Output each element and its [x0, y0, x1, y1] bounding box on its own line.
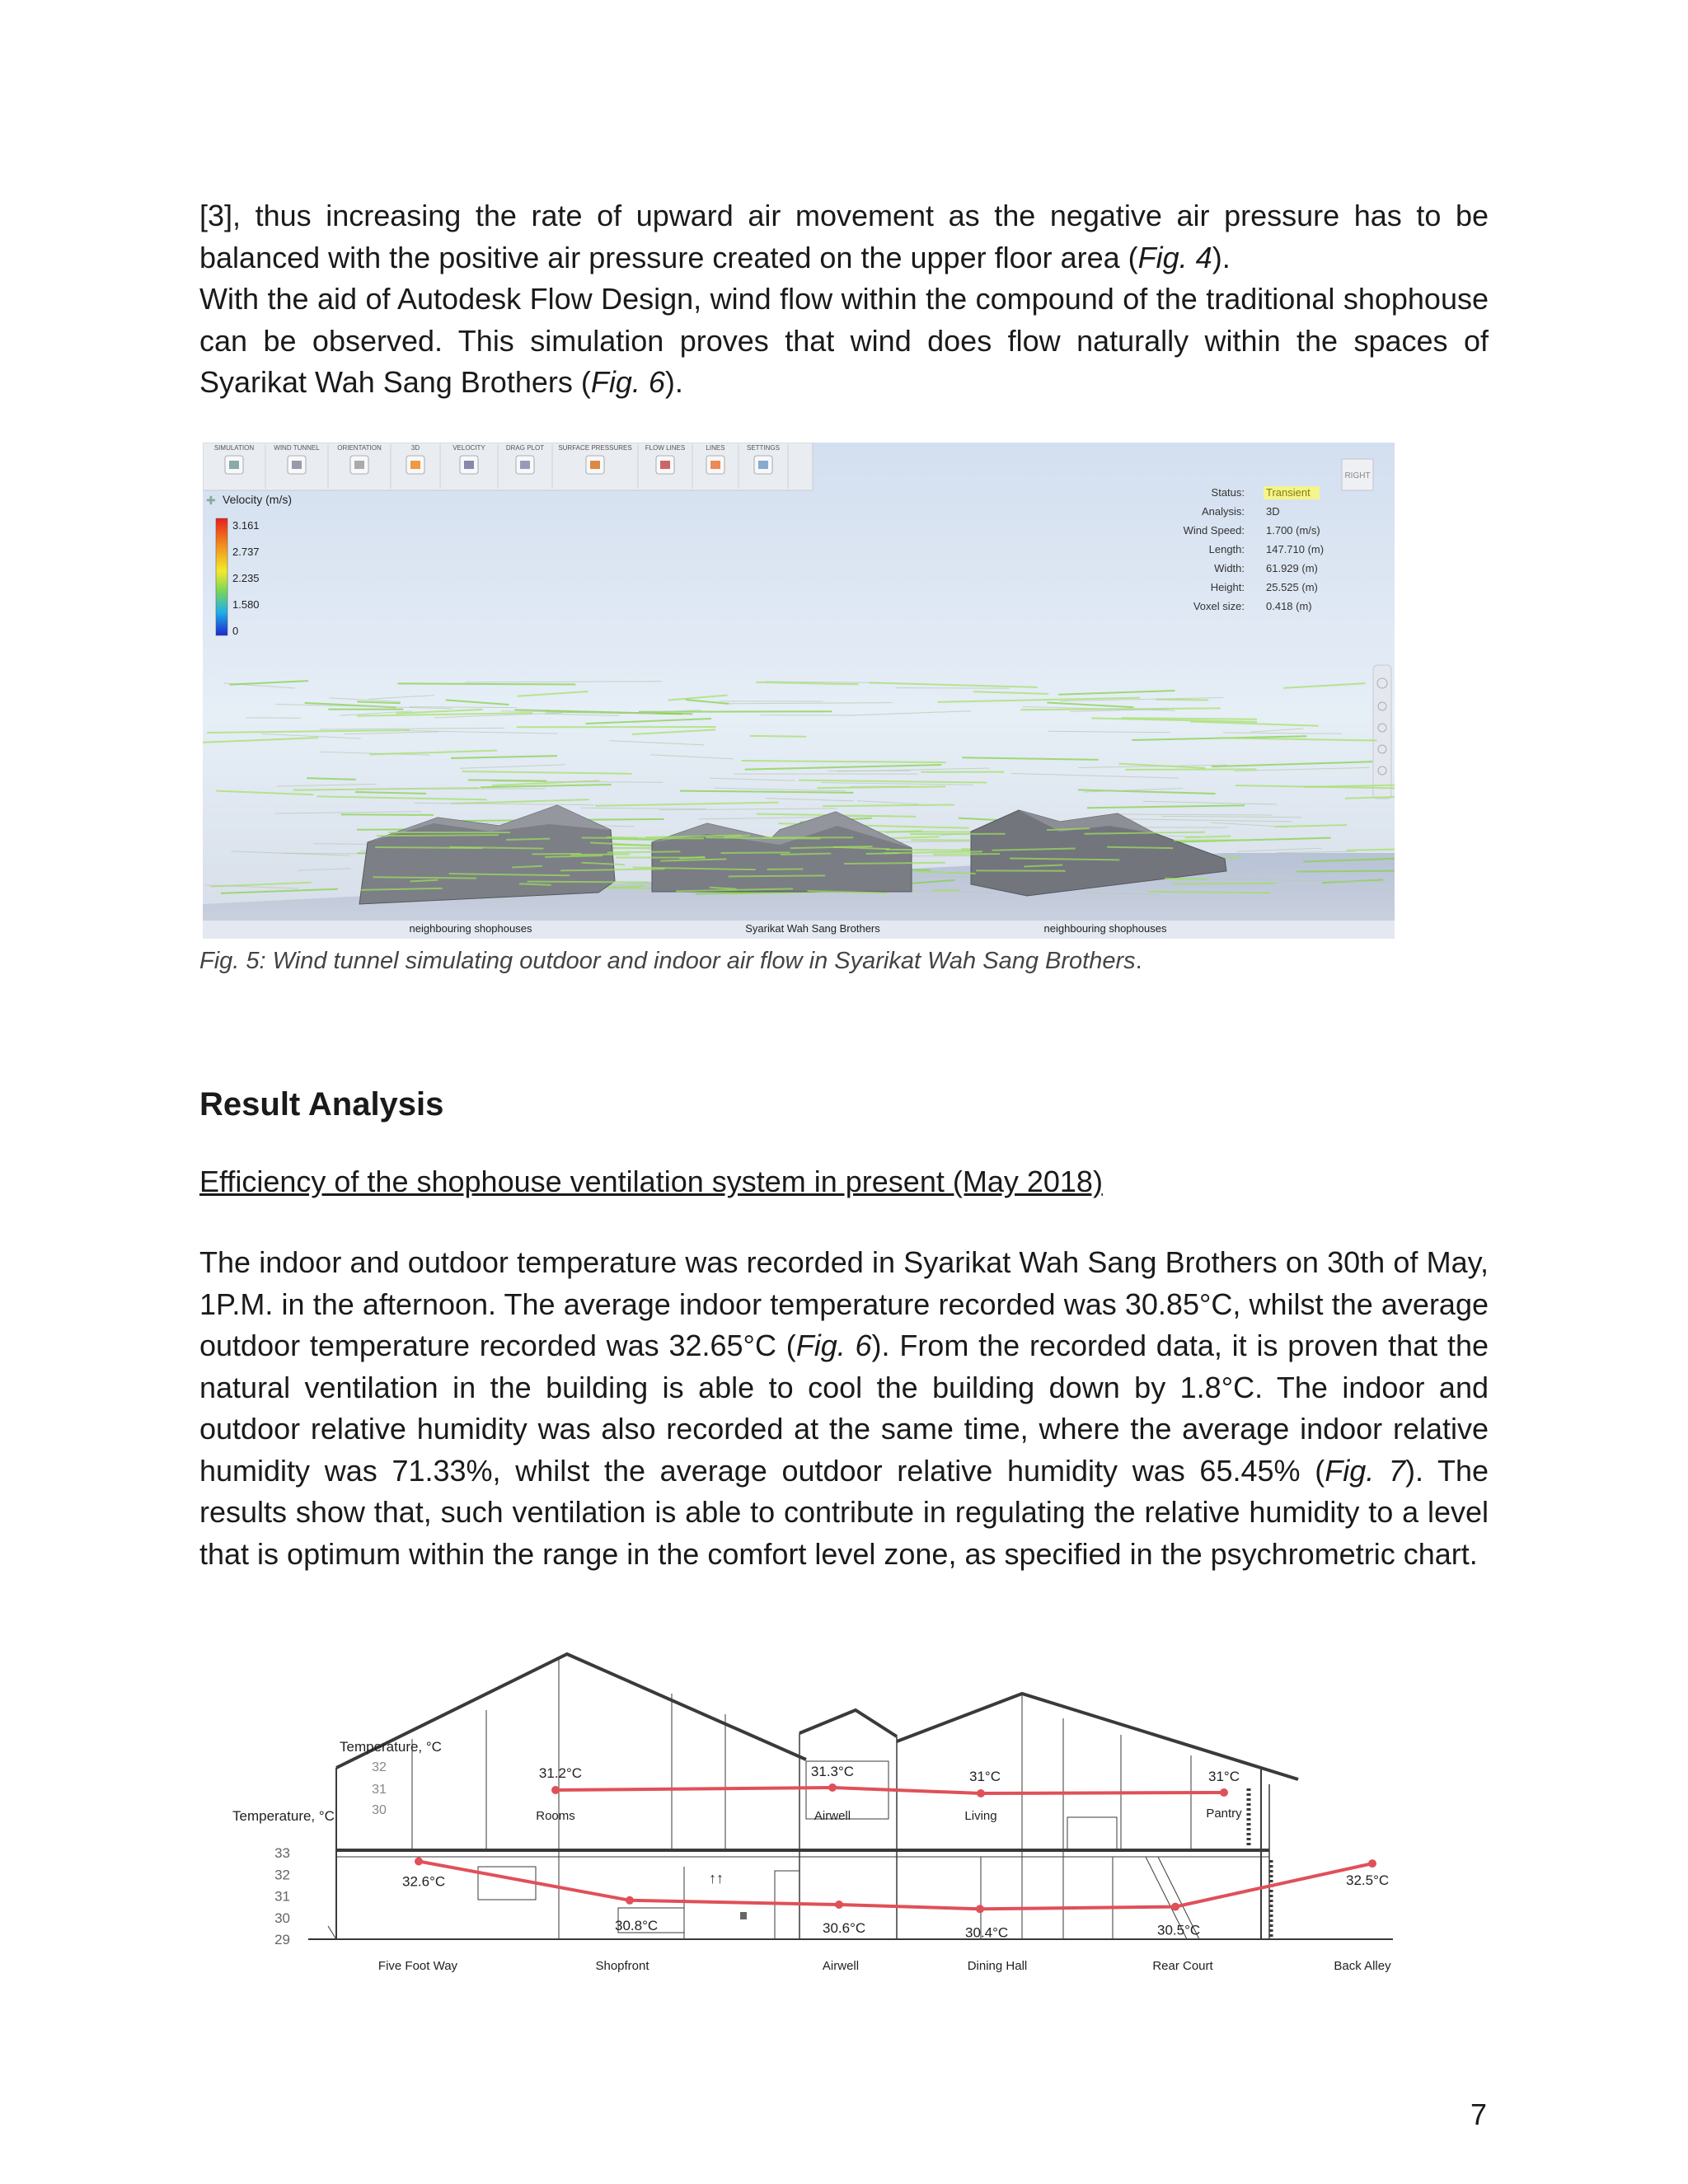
section-title: Result Analysis [199, 1086, 444, 1122]
info-value: 0.418 (m) [1266, 600, 1312, 612]
page-number: 7 [1470, 2097, 1488, 2131]
upper-y-axis-label: Temperature, °C [340, 1739, 442, 1755]
ground-data-point [1171, 1903, 1179, 1911]
info-value: 147.710 (m) [1266, 543, 1325, 555]
p3-text-end: ). The results show that, such ventilation is able to contribute in regulating the relative humidity to a level that is optimum within the range in the comfort level zone, as specified in the psychrometric chart. [199, 1453, 1489, 1571]
x-category-label: Five Foot Way [377, 1959, 458, 1973]
figure-reference: Fig. 4 [1137, 240, 1212, 274]
building-label: Syarikat Wah Sang Brothers [745, 922, 880, 935]
legend-tick: 2.737 [232, 546, 260, 558]
flow-line [1156, 700, 1208, 701]
figure-reference: Fig. 7 [1325, 1453, 1405, 1488]
ground-data-point [626, 1896, 634, 1905]
flow-line [729, 875, 826, 876]
info-value: 1.700 (m/s) [1266, 524, 1320, 537]
flow-line [506, 839, 550, 840]
ground-temperature-line [419, 1862, 1372, 1910]
upper-value-label: 31.2°C [538, 1765, 583, 1781]
ground-y-axis-label: Temperature, °C [232, 1808, 335, 1824]
building-label: neighbouring shophouses [1043, 922, 1167, 935]
x-category-label: Back Alley [1334, 1959, 1391, 1973]
wind-tunnel-figure [203, 443, 1395, 939]
toolbar-label: SIMULATION [213, 444, 255, 452]
upper-data-point [551, 1786, 560, 1794]
p3-text: The indoor and outdoor temperature was recorded in Syarikat Wah Sang Brothers on 30th of May, 1P.M. in the afternoon. The average indoor temperature recorded was 30.85°C, whilst the average outdoor temperature recorded was 32.65°C ( [199, 1245, 1489, 1362]
toolbar-label: LINES [706, 444, 725, 452]
legend-tick: 3.161 [232, 519, 260, 532]
x-category-label: Shopfront [595, 1959, 649, 1973]
ground-value-label: 30.5°C [1157, 1922, 1201, 1938]
stair-arrow-icon: ↑↑ [709, 1870, 724, 1886]
info-value: Transient [1266, 486, 1311, 499]
figure-5-caption [199, 948, 1142, 975]
ground-value-label: 30.6°C [823, 1920, 866, 1936]
flow-line [866, 853, 899, 854]
upper-value-label: 31°C [969, 1769, 1001, 1784]
upper-temperature-line [556, 1788, 1224, 1793]
ground-y-tick: 32 [274, 1867, 290, 1883]
x-category-label: Rear Court [1152, 1959, 1213, 1973]
flow-line [582, 837, 704, 838]
flow-line [607, 851, 681, 852]
info-label: Analysis: [1201, 505, 1245, 518]
ground-data-point [1368, 1859, 1376, 1868]
upper-data-point [1220, 1788, 1228, 1797]
view-cube[interactable] [1342, 459, 1373, 490]
ground-value-label: 32.6°C [402, 1873, 446, 1890]
toolbar-label: SURFACE PRESSURES [558, 444, 632, 452]
simulation-toolbar [203, 443, 813, 490]
body-paragraph-3 [199, 1242, 1489, 1575]
navigation-bar[interactable] [1373, 665, 1391, 799]
caption-period: . [1135, 948, 1142, 974]
ground-data-point [835, 1900, 843, 1909]
flow-line [720, 852, 790, 853]
caption-text: Fig. 5: Wind tunnel simulating outdoor and indoor air flow in Syarikat Wah Sang Brothers [199, 948, 1136, 974]
section-drawing [312, 1654, 1393, 1939]
info-label: Status: [1211, 486, 1245, 499]
temperature-chart [232, 1739, 1391, 1973]
body-paragraph-1 [199, 195, 1489, 279]
info-value: 25.525 (m) [1266, 581, 1318, 593]
subheading: Efficiency of the shophouse ventilation system in present (May 2018) [199, 1165, 1103, 1198]
toolbar-label: SETTINGS [746, 444, 781, 452]
legend-tick: 1.580 [232, 598, 260, 611]
view-cube-label: RIGHT [1344, 471, 1371, 480]
toolbar-label: ORIENTATION [337, 444, 382, 452]
info-value: 61.929 (m) [1266, 562, 1318, 574]
toolbar-label: VELOCITY [452, 444, 485, 452]
p2-text-end: ). [664, 365, 683, 399]
legend-title: Velocity (m/s) [223, 493, 293, 506]
info-label: Length: [1208, 543, 1245, 555]
flow-line [607, 837, 638, 838]
flow-line [1173, 883, 1278, 884]
p1-text: [3], thus increasing the rate of upward air movement as the negative air pressure has to be balanced with the positive air pressure created on the upper floor area ( [199, 199, 1489, 274]
building-label: neighbouring shophouses [409, 922, 532, 935]
info-label: Height: [1210, 581, 1245, 593]
flow-line [1125, 769, 1256, 770]
info-label: Voxel size: [1193, 600, 1245, 612]
info-label: Width: [1214, 562, 1245, 574]
flow-line [750, 736, 807, 737]
ground-data-point [976, 1905, 984, 1913]
flow-line [781, 854, 831, 855]
airwell-roof [799, 1710, 897, 1736]
flow-line [398, 683, 576, 684]
ground-value-label: 30.8°C [615, 1917, 659, 1933]
figure-reference: Fig. 6 [795, 1329, 872, 1362]
figure-reference: Fig. 6 [590, 365, 665, 399]
ground-y-tick: 33 [274, 1845, 290, 1861]
flow-line [375, 847, 482, 848]
upper-value-label: 31.3°C [810, 1764, 855, 1779]
flow-line [341, 814, 434, 815]
upper-y-tick: 32 [372, 1760, 387, 1774]
flow-line [706, 837, 821, 838]
toolbar-label: DRAG PLOT [505, 444, 545, 452]
upper-room-label: Rooms [536, 1809, 575, 1823]
flow-line [1107, 847, 1173, 848]
ground-value-label: 32.5°C [1346, 1872, 1390, 1889]
upper-value-label: 31°C [1208, 1769, 1240, 1784]
flow-line [377, 835, 499, 836]
toolbar-label: WIND TUNNEL [274, 444, 320, 452]
upper-y-tick: 31 [372, 1783, 387, 1797]
flow-line [844, 863, 945, 864]
x-category-label: Airwell [822, 1959, 860, 1973]
expand-icon: ✚ [206, 494, 216, 507]
upper-room-label: Living [964, 1809, 997, 1823]
flow-line [1296, 871, 1395, 872]
lock-icon [740, 1912, 747, 1919]
upper-data-point [977, 1789, 985, 1797]
flow-line [373, 877, 476, 878]
upper-data-point [828, 1783, 837, 1792]
section-temperature-figure [223, 1644, 1409, 1982]
upper-y-tick: 30 [372, 1803, 387, 1817]
upper-room-label: Pantry [1206, 1807, 1242, 1821]
velocity-color-bar [216, 518, 227, 635]
flow-line [1174, 840, 1247, 841]
ground-value-label: 30.4°C [965, 1924, 1009, 1941]
flow-line [528, 882, 649, 883]
legend-tick: 0 [232, 625, 239, 637]
flow-line [571, 854, 630, 855]
ground-y-tick: 29 [274, 1932, 290, 1947]
roof-rear [897, 1694, 1298, 1779]
p2-text: With the aid of Autodesk Flow Design, wind flow within the compound of the traditional shophouse can be observed. This simulation proves that wind does flow naturally within the spaces of Syarikat Wah Sang Brothers ( [199, 282, 1489, 399]
x-category-label: Dining Hall [967, 1959, 1028, 1973]
p1-text-end: ). [1212, 240, 1231, 274]
flow-line [933, 854, 1000, 855]
ground-y-tick: 31 [274, 1888, 290, 1905]
info-label: Wind Speed: [1183, 524, 1245, 537]
upper-room-label: Airwell [814, 1809, 851, 1823]
info-value: 3D [1266, 505, 1280, 518]
flow-line [886, 850, 971, 851]
ground-y-tick: 30 [274, 1910, 290, 1926]
toolbar-label: FLOW LINES [645, 444, 686, 452]
toolbar-label: 3D [410, 444, 420, 452]
body-paragraph-2 [199, 279, 1489, 404]
legend-tick: 2.235 [232, 572, 260, 584]
ground-data-point [415, 1858, 423, 1866]
p3-text-mid: ). From the recorded data, it is proven that the natural ventilation in the building is able to cool the building down by 1.8°C. The indoor and outdoor relative humidity was also recorded at the same time, where the average indoor relative humidity was 71.33%, whilst the average outdoor relative humidity was 65.45% ( [199, 1329, 1489, 1488]
